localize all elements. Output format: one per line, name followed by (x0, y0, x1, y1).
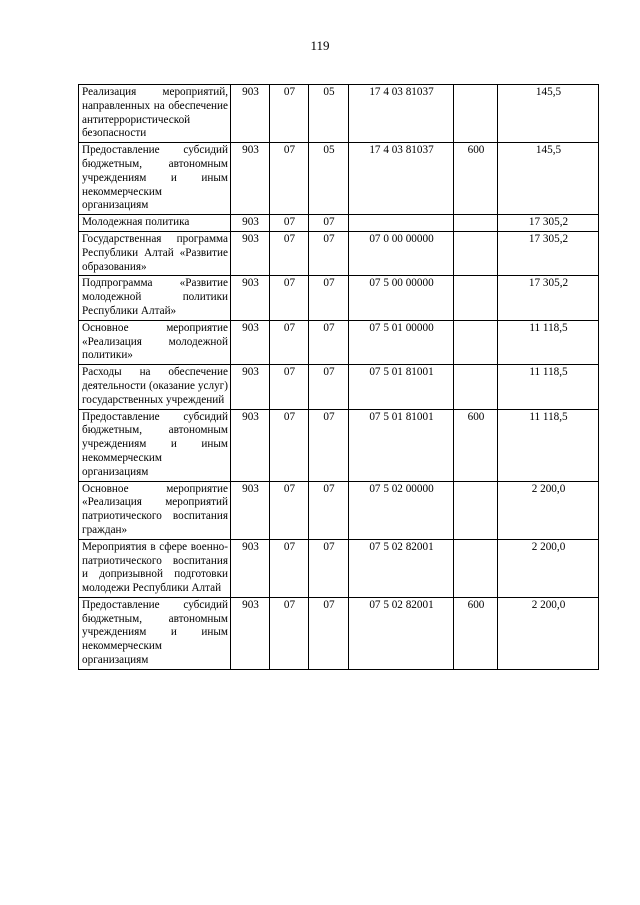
section-code-cell: 07 (270, 539, 309, 597)
subsection-code-cell: 05 (309, 85, 349, 143)
budget-table-body (79, 85, 599, 670)
target-article-cell: 07 5 02 82001 (349, 597, 454, 669)
ministry-code-cell: 903 (231, 409, 270, 481)
expense-type-cell (454, 365, 498, 409)
ministry-code-cell: 903 (231, 215, 270, 232)
ministry-code-cell: 903 (231, 85, 270, 143)
target-article-cell: 07 5 02 82001 (349, 539, 454, 597)
row-name-cell: Расходы на обеспечение деятельности (оказание услуг) государственных учреждений (79, 365, 231, 409)
amount-cell: 17 305,2 (498, 231, 599, 275)
section-code-cell: 07 (270, 597, 309, 669)
ministry-code-cell: 903 (231, 481, 270, 539)
subsection-code-cell: 07 (309, 481, 349, 539)
amount-cell: 11 118,5 (498, 409, 599, 481)
row-name-cell: Реализация мероприятий, направленных на обеспечение антитеррористической безопасности (79, 85, 231, 143)
expense-type-cell: 600 (454, 143, 498, 215)
table-row (79, 365, 599, 409)
section-code-cell: 07 (270, 85, 309, 143)
section-code-cell: 07 (270, 409, 309, 481)
amount-cell: 145,5 (498, 143, 599, 215)
target-article-cell: 17 4 03 81037 (349, 85, 454, 143)
amount-cell: 2 200,0 (498, 481, 599, 539)
target-article-cell: 07 5 01 00000 (349, 320, 454, 364)
table-row (79, 276, 599, 320)
table-row (79, 409, 599, 481)
row-name-cell: Основное мероприятие «Реализация молодежной политики» (79, 320, 231, 364)
expense-type-cell: 600 (454, 597, 498, 669)
page-number: 119 (310, 38, 330, 53)
section-code-cell: 07 (270, 215, 309, 232)
table-row (79, 539, 599, 597)
table-row (79, 231, 599, 275)
ministry-code-cell: 903 (231, 320, 270, 364)
amount-cell: 17 305,2 (498, 276, 599, 320)
row-name-cell: Государственная программа Республики Алтай «Развитие образования» (79, 231, 231, 275)
section-code-cell: 07 (270, 365, 309, 409)
expense-type-cell (454, 320, 498, 364)
section-code-cell: 07 (270, 320, 309, 364)
amount-cell: 17 305,2 (498, 215, 599, 232)
target-article-cell (349, 215, 454, 232)
ministry-code-cell: 903 (231, 276, 270, 320)
row-name-cell: Подпрограмма «Развитие молодежной политики Республики Алтай» (79, 276, 231, 320)
expense-type-cell (454, 85, 498, 143)
ministry-code-cell: 903 (231, 365, 270, 409)
subsection-code-cell: 07 (309, 215, 349, 232)
row-name-cell: Мероприятия в сфере военно-патриотического воспитания и допризывной подготовки молодежи Республики Алтай (79, 539, 231, 597)
subsection-code-cell: 07 (309, 597, 349, 669)
section-code-cell: 07 (270, 276, 309, 320)
row-name-cell: Основное мероприятие «Реализация мероприятий патриотического воспитания граждан» (79, 481, 231, 539)
subsection-code-cell: 07 (309, 409, 349, 481)
expense-type-cell (454, 215, 498, 232)
amount-cell: 145,5 (498, 85, 599, 143)
amount-cell: 2 200,0 (498, 539, 599, 597)
subsection-code-cell: 07 (309, 320, 349, 364)
section-code-cell: 07 (270, 481, 309, 539)
budget-table (78, 84, 599, 670)
ministry-code-cell: 903 (231, 539, 270, 597)
row-name-cell: Предоставление субсидий бюджетным, автономным учреждениям и иным некоммерческим организациям (79, 409, 231, 481)
subsection-code-cell: 05 (309, 143, 349, 215)
expense-type-cell (454, 276, 498, 320)
target-article-cell: 17 4 03 81037 (349, 143, 454, 215)
section-code-cell: 07 (270, 143, 309, 215)
expense-type-cell (454, 231, 498, 275)
subsection-code-cell: 07 (309, 276, 349, 320)
expense-type-cell: 600 (454, 409, 498, 481)
row-name-cell: Предоставление субсидий бюджетным, автономным учреждениям и иным некоммерческим организациям (79, 597, 231, 669)
target-article-cell: 07 5 01 81001 (349, 409, 454, 481)
ministry-code-cell: 903 (231, 231, 270, 275)
table-row (79, 143, 599, 215)
ministry-code-cell: 903 (231, 597, 270, 669)
table-row (79, 215, 599, 232)
amount-cell: 11 118,5 (498, 365, 599, 409)
table-row (79, 481, 599, 539)
subsection-code-cell: 07 (309, 539, 349, 597)
row-name-cell: Предоставление субсидий бюджетным, автономным учреждениям и иным некоммерческим организациям (79, 143, 231, 215)
table-row (79, 597, 599, 669)
section-code-cell: 07 (270, 231, 309, 275)
expense-type-cell (454, 539, 498, 597)
amount-cell: 11 118,5 (498, 320, 599, 364)
table-row (79, 320, 599, 364)
ministry-code-cell: 903 (231, 143, 270, 215)
target-article-cell: 07 5 01 81001 (349, 365, 454, 409)
subsection-code-cell: 07 (309, 365, 349, 409)
table-row (79, 85, 599, 143)
target-article-cell: 07 5 00 00000 (349, 276, 454, 320)
amount-cell: 2 200,0 (498, 597, 599, 669)
target-article-cell: 07 5 02 00000 (349, 481, 454, 539)
expense-type-cell (454, 481, 498, 539)
row-name-cell: Молодежная политика (79, 215, 231, 232)
target-article-cell: 07 0 00 00000 (349, 231, 454, 275)
subsection-code-cell: 07 (309, 231, 349, 275)
